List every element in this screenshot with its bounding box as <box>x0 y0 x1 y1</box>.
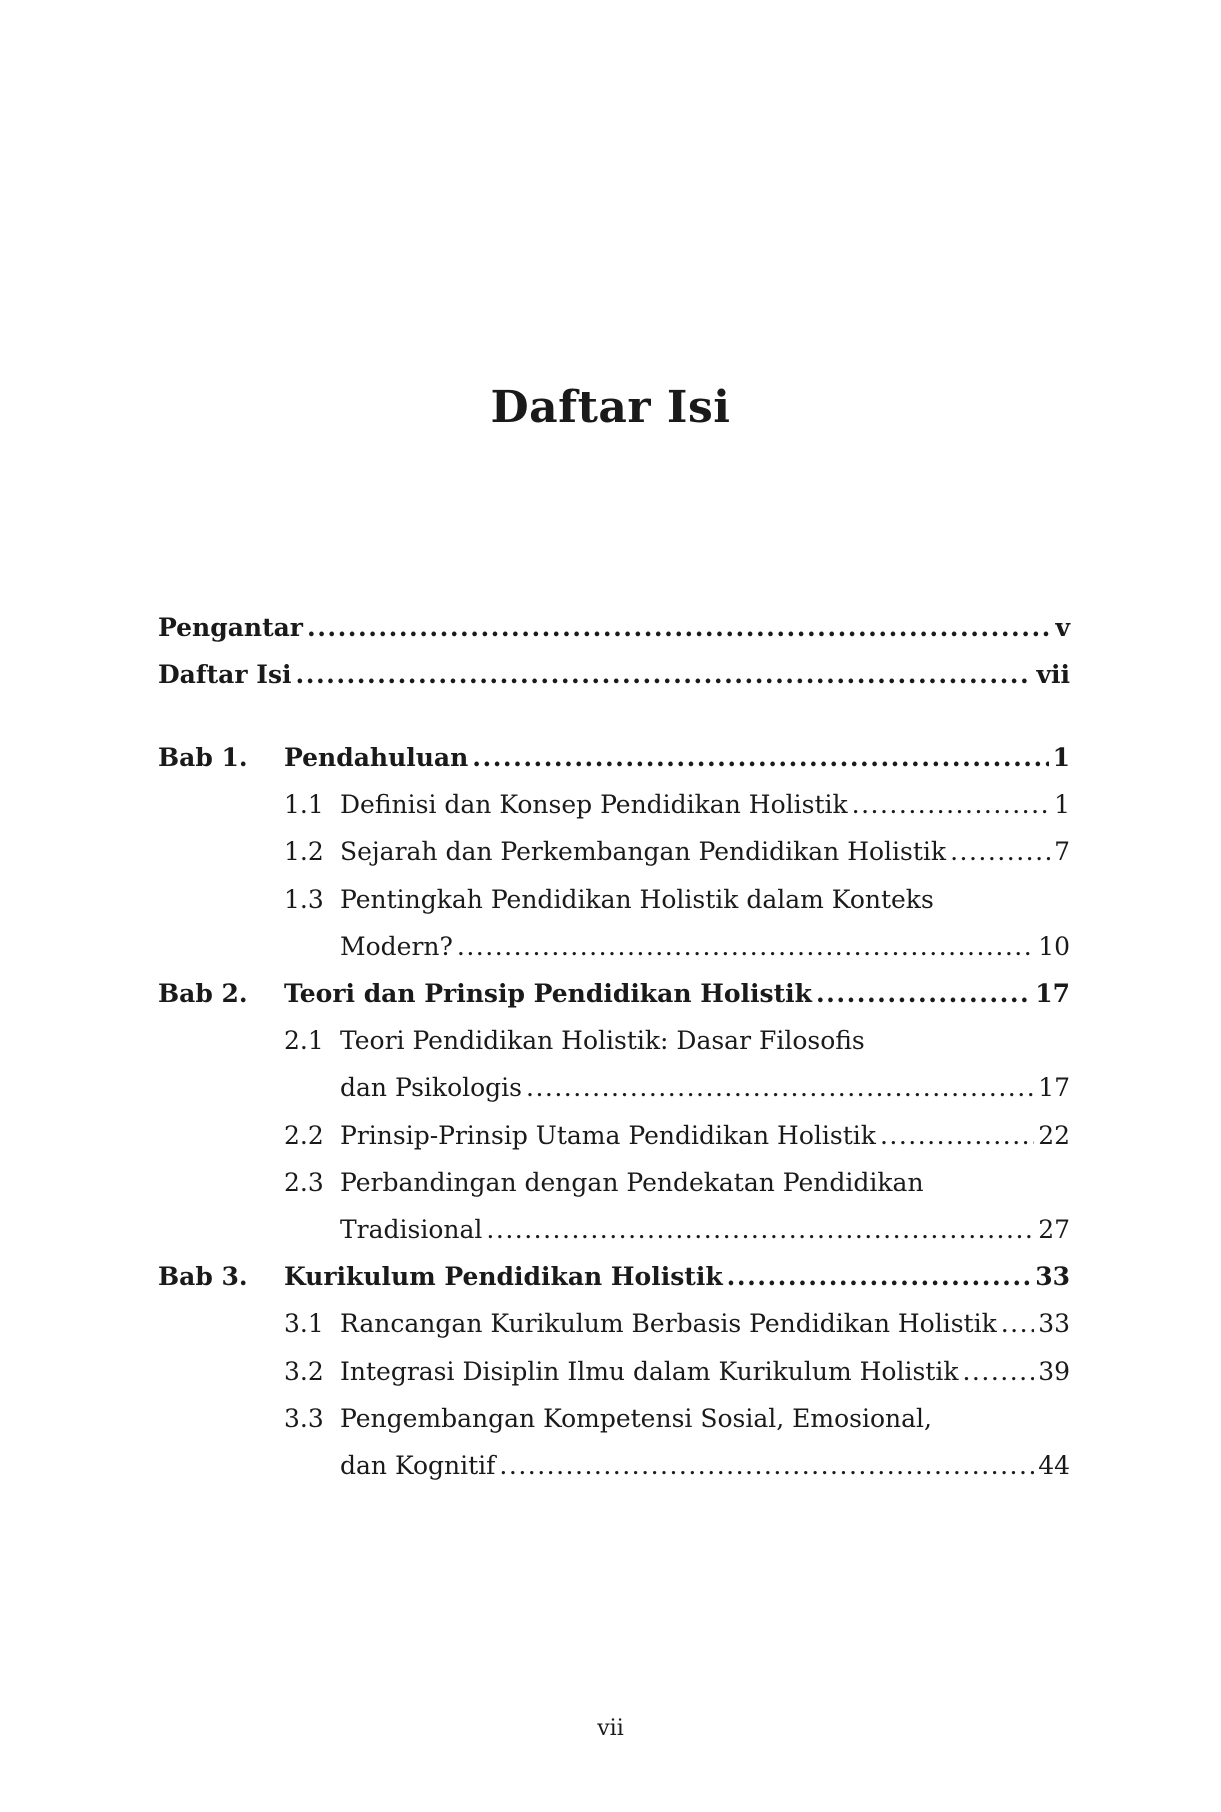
chapter-page: 1 <box>1052 743 1070 772</box>
section-text: Rancangan Kurikulum Berbasis Pendidikan Holistik <box>340 1309 997 1339</box>
dot-leader <box>727 1257 1032 1297</box>
section-text: Sejarah dan Perkembangan Pendidikan Holistik <box>340 837 947 867</box>
section-title-line: Pentingkah Pendidikan Holistik dalam Konteks <box>340 884 934 914</box>
dot-leader <box>307 608 1051 648</box>
section-entry <box>340 1068 1070 1108</box>
dot-leader <box>950 832 1050 872</box>
chapter-entry <box>284 974 1070 1014</box>
section-text: dan Kognitif <box>340 1451 496 1480</box>
chapter-number: Bab 3. <box>158 1262 248 1292</box>
section-number: 2.3 <box>284 1167 324 1197</box>
section-text: Prinsip-Prinsip Utama Pendidikan Holistik <box>340 1120 876 1150</box>
front-item-page: vii <box>1036 660 1070 690</box>
chapter-page: 17 <box>1035 979 1070 1008</box>
section-entry <box>340 927 1070 967</box>
toc-row-chapter <box>158 1257 1070 1297</box>
section-title-line: Perbandingan dengan Pendekatan Pendidikan <box>340 1167 924 1197</box>
dot-leader <box>499 1446 1034 1486</box>
section-text: Tradisional <box>340 1215 483 1244</box>
section-text: Integrasi Disiplin Ilmu dalam Kurikulum Holistik <box>340 1356 959 1386</box>
toc-row-section-cont <box>158 1210 1070 1250</box>
dot-leader <box>486 1210 1034 1250</box>
section-page: 33 <box>1038 1309 1070 1339</box>
section-page: 17 <box>1038 1073 1070 1103</box>
section-page: 39 <box>1038 1356 1070 1386</box>
section-number: 3.3 <box>284 1403 324 1433</box>
section-entry <box>340 832 1070 872</box>
toc-row-section-cont <box>158 1068 1070 1108</box>
toc-row-section <box>158 1021 1070 1061</box>
front-item-page: v <box>1055 613 1070 642</box>
section-entry <box>340 1446 1070 1486</box>
dot-leader <box>457 927 1034 967</box>
dot-leader <box>880 1116 1034 1156</box>
front-item-text: Pengantar <box>158 613 303 642</box>
toc-row-chapter <box>158 974 1070 1014</box>
section-entry <box>340 1116 1070 1156</box>
section-page: 1 <box>1054 790 1070 820</box>
toc-row-section <box>158 1304 1070 1344</box>
section-number: 2.2 <box>284 1120 324 1150</box>
section-entry <box>340 1304 1070 1344</box>
section-number: 1.2 <box>284 837 324 867</box>
dot-leader <box>816 974 1031 1014</box>
section-number: 1.3 <box>284 884 324 914</box>
toc-row-section-cont <box>158 927 1070 967</box>
toc-row-front <box>158 655 1070 695</box>
toc-row-section <box>158 1163 1070 1203</box>
section-number: 3.1 <box>284 1309 324 1339</box>
section-title-line: Pengembangan Kompetensi Sosial, Emosional, <box>340 1403 932 1433</box>
toc-row-section <box>158 1352 1070 1392</box>
section-entry <box>340 1210 1070 1250</box>
chapter-entry <box>284 738 1070 778</box>
section-page: 10 <box>1038 931 1070 961</box>
section-number: 1.1 <box>284 790 324 820</box>
chapter-entry <box>284 1257 1070 1297</box>
section-title-line: Teori Pendidikan Holistik: Dasar Filosofis <box>340 1026 865 1056</box>
chapter-page: 33 <box>1035 1262 1070 1292</box>
toc-row-front <box>158 608 1070 648</box>
dot-leader <box>472 738 1048 778</box>
dot-leader <box>526 1068 1034 1108</box>
section-text: Definisi dan Konsep Pendidikan Holistik <box>340 790 848 820</box>
dot-leader <box>296 655 1033 695</box>
toc-row-section <box>158 832 1070 872</box>
section-entry <box>340 1352 1070 1392</box>
section-page: 44 <box>1038 1451 1070 1480</box>
toc-row-section-cont <box>158 1446 1070 1486</box>
front-item-text: Daftar Isi <box>158 660 292 690</box>
section-text: dan Psikologis <box>340 1073 523 1103</box>
chapter-number: Bab 2. <box>158 979 248 1008</box>
chapter-text: Kurikulum Pendidikan Holistik <box>284 1262 723 1292</box>
page-title: Daftar Isi <box>490 382 731 433</box>
toc-row-section <box>158 880 1070 920</box>
section-page: 22 <box>1038 1120 1070 1150</box>
dot-leader <box>962 1352 1034 1392</box>
dot-leader <box>852 785 1050 825</box>
chapter-text: Teori dan Prinsip Pendidikan Holistik <box>284 979 812 1008</box>
section-text: Modern? <box>340 931 453 961</box>
section-page: 27 <box>1038 1215 1070 1244</box>
chapter-text: Pendahuluan <box>284 743 469 772</box>
dot-leader <box>1001 1304 1034 1344</box>
toc-row-section <box>158 1116 1070 1156</box>
section-entry <box>340 785 1070 825</box>
section-number: 2.1 <box>284 1026 324 1056</box>
chapter-number: Bab 1. <box>158 743 248 772</box>
toc-row-section <box>158 1399 1070 1439</box>
toc-row-section <box>158 785 1070 825</box>
front-item-entry <box>158 608 1070 648</box>
front-item-entry <box>158 655 1070 695</box>
page-number: vii <box>597 1716 624 1741</box>
section-page: 7 <box>1054 837 1070 867</box>
toc-row-chapter <box>158 738 1070 778</box>
section-number: 3.2 <box>284 1356 324 1386</box>
